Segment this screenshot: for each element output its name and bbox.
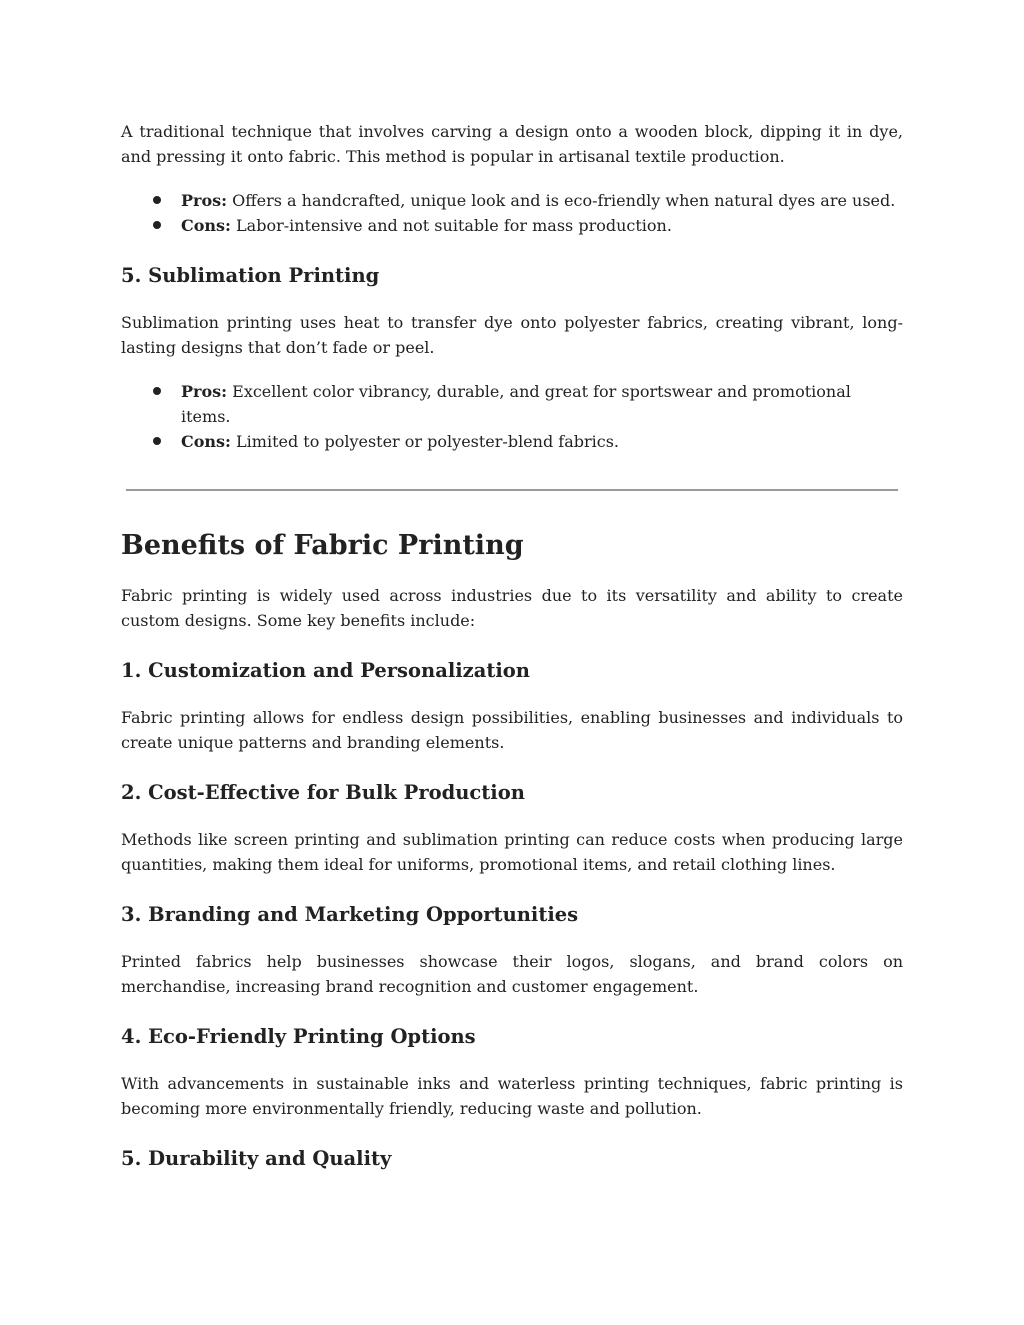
- block-printing-description: A traditional technique that involves carving a design onto a wooden block, dipping it in dye, and pressing it onto fabric. This method is popular in artisanal textile production.: [121, 122, 903, 166]
- bullet-icon: [153, 437, 161, 445]
- cons-text: Labor-intensive and not suitable for mass production.: [230, 216, 672, 235]
- list-item: [121, 188, 903, 213]
- benefit-heading: 2. Cost-Effective for Bulk Production: [121, 781, 525, 804]
- sublimation-description: Sublimation printing uses heat to transfer dye onto polyester fabrics, creating vibrant, long-lasting designs that don’t fade or peel.: [121, 313, 903, 357]
- benefit-heading: 1. Customization and Personalization: [121, 659, 530, 682]
- cons-text: Limited to polyester or polyester-blend fabrics.: [230, 432, 620, 451]
- list-item: [121, 213, 903, 238]
- pros-label: Pros:: [181, 382, 228, 401]
- sublimation-heading: 5. Sublimation Printing: [121, 264, 380, 287]
- list-item: [121, 429, 903, 454]
- pros-text: Offers a handcrafted, unique look and is eco-friendly when natural dyes are used.: [227, 191, 896, 210]
- document-page: [121, 119, 903, 1172]
- benefit-heading: 5. Durability and Quality: [121, 1147, 392, 1170]
- benefit-text: With advancements in sustainable inks and waterless printing techniques, fabric printing is becoming more environmentally friendly, reducing waste and pollution.: [121, 1074, 903, 1118]
- bullet-icon: [153, 196, 161, 204]
- benefits-intro: Fabric printing is widely used across industries due to its versatility and ability to create custom designs. Some key benefits include:: [121, 586, 903, 630]
- cons-label: Cons:: [181, 216, 231, 235]
- benefits-heading: Benefits of Fabric Printing: [121, 530, 524, 561]
- bullet-icon: [153, 387, 161, 395]
- benefit-text: Fabric printing allows for endless design possibilities, enabling businesses and individuals to create unique patterns and branding elements.: [121, 708, 903, 752]
- sublimation-pros-cons: [121, 379, 903, 454]
- list-item: [121, 379, 903, 429]
- pros-label: Pros:: [181, 191, 228, 210]
- cons-label: Cons:: [181, 432, 231, 451]
- benefit-heading: 3. Branding and Marketing Opportunities: [121, 903, 579, 926]
- bullet-icon: [153, 221, 161, 229]
- benefit-text: Printed fabrics help businesses showcase their logos, slogans, and brand colors on merchandise, increasing brand recognition and customer engagement.: [121, 952, 903, 996]
- benefit-text: Methods like screen printing and sublimation printing can reduce costs when producing large quantities, making them ideal for uniforms, promotional items, and retail clothing lines.: [121, 830, 903, 874]
- benefit-heading: 4. Eco-Friendly Printing Options: [121, 1025, 476, 1048]
- block-printing-pros-cons: [121, 188, 903, 238]
- pros-text: Excellent color vibrancy, durable, and great for sportswear and promotional items.: [181, 382, 851, 426]
